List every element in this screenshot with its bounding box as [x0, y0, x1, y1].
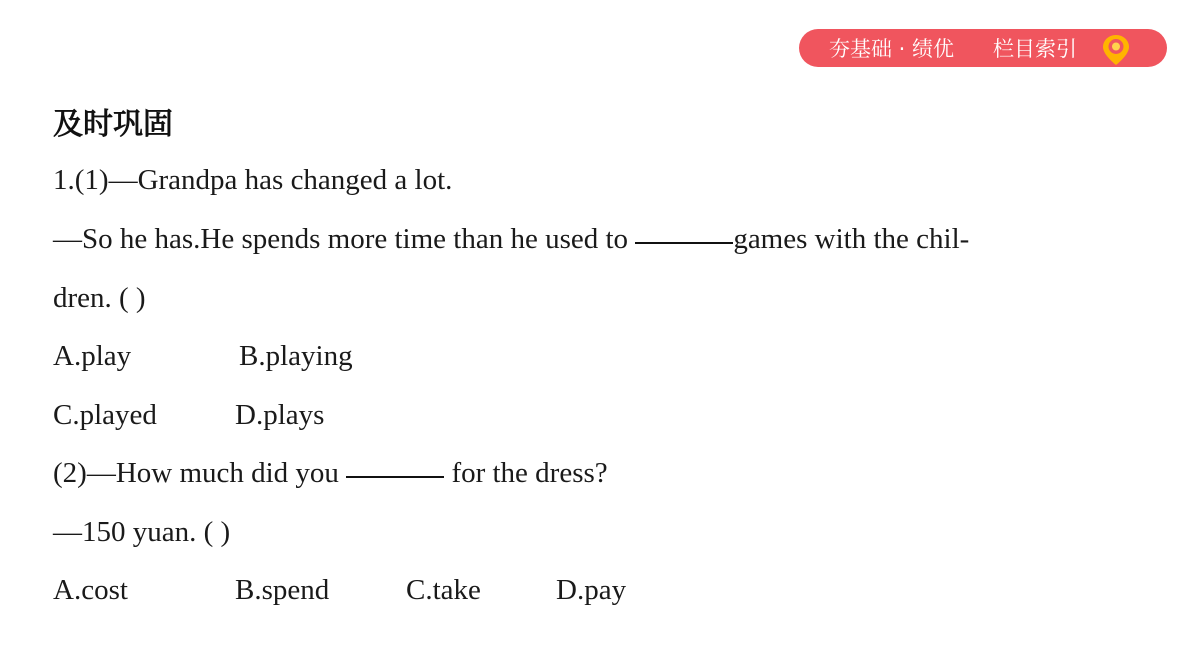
section-title: 及时巩固: [53, 107, 173, 142]
q1-prompt-after-blank: games with the chil-: [733, 223, 970, 255]
q1-prompt-before-blank: —So he has.He spends more time than he used to: [53, 223, 636, 255]
q1-prompt-line-2: [53, 219, 969, 259]
index-nav-label[interactable]: 栏目索引: [993, 37, 1077, 61]
q2-prompt-after-blank: for the dress?: [444, 457, 608, 489]
q2-option-a: A.cost: [53, 574, 128, 606]
q2-prompt-before-blank: (2)—How much did you: [53, 457, 347, 489]
q1-option-d: D.plays: [235, 399, 325, 431]
q1-option-b: B.playing: [239, 340, 353, 372]
q2-answer-blank: [346, 476, 444, 478]
q1-option-c: C.played: [53, 399, 157, 431]
q1-prompt-line-1: 1.(1)—Grandpa has changed a lot.: [53, 164, 453, 196]
q1-option-a: A.play: [53, 340, 132, 372]
q2-option-b: B.spend: [235, 574, 330, 606]
q1-answer-blank: [635, 242, 733, 244]
q2-option-c: C.take: [406, 574, 481, 606]
q2-prompt-line-2: —150 yuan. ( ): [53, 516, 231, 548]
section-nav-pill[interactable]: [799, 29, 1167, 67]
q1-prompt-line-3: dren. ( ): [53, 282, 146, 314]
location-pin-icon[interactable]: [1099, 33, 1133, 67]
q2-prompt-line-1: [53, 453, 608, 493]
section-nav-label[interactable]: 夯基础 · 绩优: [829, 37, 955, 61]
q2-option-d: D.pay: [556, 574, 627, 606]
